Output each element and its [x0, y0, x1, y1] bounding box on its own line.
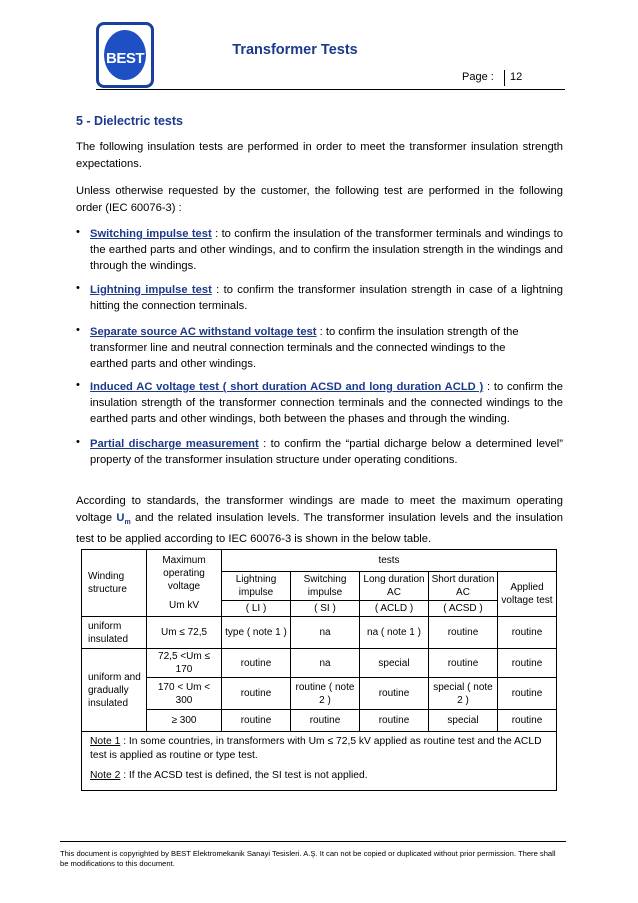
copyright-footer: This document is copyrighted by BEST Elektromekanik Sanayi Tesisleri. A.Ş. It can not be copied or duplicated without prior permission. There shall be modifications to this document. — [60, 849, 556, 868]
table-cell: routine — [429, 617, 498, 649]
table-cell: routine — [498, 649, 557, 678]
group-cell: uniform insulated — [82, 617, 147, 649]
bullet-term: Partial discharge measurement — [90, 438, 259, 450]
table-row — [82, 678, 557, 710]
header-test-name: Long duration AC — [360, 572, 429, 601]
voltage-cell: Um ≤ 72,5 — [147, 617, 222, 649]
bullet-text: : to confirm the insulation of the transformer terminals and windings to the earthed parts and other windings, and to confirm the insulation strength in the windings and through the windings. — [90, 228, 563, 272]
um-symbol: $U_m$ — [116, 512, 131, 527]
bullet-text: : to confirm the transformer insulation strength in case of a lightning hitting the connection terminals. — [90, 284, 563, 312]
table-row — [82, 649, 557, 678]
header-test-abbr: ( LI ) — [222, 601, 291, 617]
bullet-term: Switching impulse test — [90, 228, 212, 240]
intro-paragraph: The following insulation tests are performed in order to meet the transformer insulation strength expectations. — [76, 141, 563, 170]
table-cell: routine — [291, 710, 360, 732]
order-paragraph: Unless otherwise requested by the customer, the following test are performed in the following order (IEC 60076-3) : — [76, 185, 563, 214]
table-cell: routine — [222, 649, 291, 678]
company-logo — [96, 22, 154, 88]
page-number: 12 — [510, 71, 523, 83]
note-1-text: : In some countries, in transformers with Um ≤ 72,5 kV applied as routine test and the ACLD test is applied as routine or type test. — [90, 736, 542, 761]
table-cell: na — [291, 617, 360, 649]
header-rule — [160, 89, 565, 90]
bullet-icon: • — [76, 324, 80, 336]
table-cell: routine — [360, 710, 429, 732]
table-row — [82, 617, 557, 649]
bullet-icon: • — [76, 379, 80, 391]
bullet-item — [90, 436, 563, 468]
bullet-term: Separate source AC withstand voltage test — [90, 326, 317, 338]
bullet-icon: • — [76, 226, 80, 238]
bullet-term: Lightning impulse test — [90, 284, 212, 296]
table-cell: na — [291, 649, 360, 678]
standards-text-2: and the related insulation levels. The transformer insulation levels and the insulation test to be applied according to IEC 60076-3 is shown in the below table. — [76, 512, 563, 546]
header-um-unit: Um kV — [169, 600, 199, 611]
bullet-item — [90, 379, 563, 427]
voltage-cell: 72,5 <Um ≤ 170 — [147, 649, 222, 678]
note-1-label: Note 1 — [90, 736, 121, 747]
table-cell: routine — [429, 649, 498, 678]
note-2-text: : If the ACSD test is defined, the SI test is not applied. — [120, 770, 368, 781]
bullet-icon: • — [76, 282, 80, 294]
standards-text-1: According to standards, the transformer windings are made to meet the maximum operating voltage — [76, 495, 563, 524]
note-2-label: Note 2 — [90, 770, 121, 781]
header-test-abbr: ( ACLD ) — [360, 601, 429, 617]
logo-text: BEST — [105, 50, 144, 67]
page-label: Page : — [462, 71, 494, 83]
header-test-name: Lightning impulse — [222, 572, 291, 601]
table-cell: routine — [498, 710, 557, 732]
bullet-item — [90, 282, 563, 314]
note-1 — [90, 735, 550, 763]
table-cell: routine — [222, 678, 291, 710]
header-max-voltage — [147, 550, 222, 617]
section-heading: 5 - Dielectric tests — [76, 114, 183, 128]
table-notes — [81, 727, 557, 791]
group-cell: uniform and gradually insulated — [82, 649, 147, 732]
header-winding: Winding structure — [82, 550, 147, 617]
header-test-abbr: ( SI ) — [291, 601, 360, 617]
bullet-text: : to confirm the “partial dicharge below a determined level” property of the transformer insulation structure under operating conditions. — [90, 438, 563, 466]
bullet-text: : to confirm the insulation strength of the transformer connection terminals and the connected windings to the earthed parts and other windings, both between the phases and through the winding. — [90, 381, 563, 425]
note-2 — [90, 769, 550, 783]
logo-emblem — [104, 30, 146, 80]
table-cell: routine — [360, 678, 429, 710]
bullet-term: Induced AC voltage test ( short duration ACSD and long duration ACLD ) — [90, 381, 484, 393]
table-cell: routine — [498, 678, 557, 710]
header-test-name: Short duration AC — [429, 572, 498, 601]
standards-paragraph — [76, 493, 563, 548]
header-test-name: Switching impulse — [291, 572, 360, 601]
table-cell: type ( note 1 ) — [222, 617, 291, 649]
header-rule-left — [96, 89, 160, 90]
table-cell: special ( note 2 ) — [429, 678, 498, 710]
table-cell: special — [360, 649, 429, 678]
table-cell: na ( note 1 ) — [360, 617, 429, 649]
page-separator — [504, 70, 505, 86]
footer-rule — [60, 841, 566, 842]
table-cell: routine ( note 2 ) — [291, 678, 360, 710]
table-cell: routine — [498, 617, 557, 649]
table-cell: routine — [222, 710, 291, 732]
bullet-item — [90, 226, 563, 274]
voltage-cell: 170 < Um < 300 — [147, 678, 222, 710]
bullet-item — [90, 324, 520, 372]
bullet-icon: • — [76, 436, 80, 448]
bullet-text: : to confirm the insulation strength of the transformer line and neutral connection terminals and the connected windings to the earthed parts and other windings. — [90, 326, 519, 370]
tests-table — [81, 549, 557, 732]
header-test-abbr: ( ACSD ) — [429, 601, 498, 617]
table-cell: special — [429, 710, 498, 732]
document-title: Transformer Tests — [232, 42, 358, 58]
header-max-voltage-label: Maximum operating voltage — [162, 555, 206, 592]
header-test-name: Applied voltage test — [498, 572, 557, 617]
header-tests: tests — [222, 550, 557, 572]
voltage-cell: ≥ 300 — [147, 710, 222, 732]
